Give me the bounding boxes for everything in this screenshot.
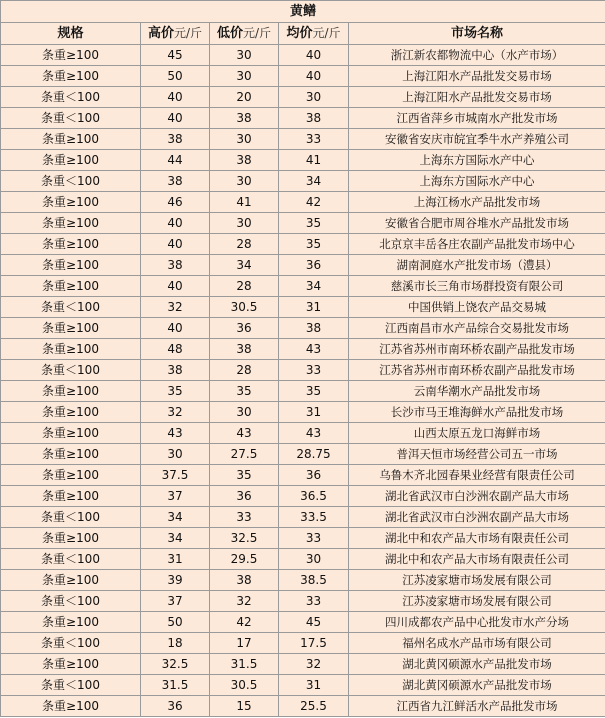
cell-market-name: 江苏凌家塘市场发展有限公司 xyxy=(349,591,605,612)
header-high-unit: 元/斤 xyxy=(173,26,203,40)
cell-low-price: 35 xyxy=(210,381,279,402)
cell-high-price: 40 xyxy=(141,318,210,339)
cell-spec: 条重＜100 xyxy=(1,171,141,192)
cell-spec: 条重≥100 xyxy=(1,486,141,507)
cell-spec: 条重＜100 xyxy=(1,633,141,654)
table-row xyxy=(1,339,605,360)
cell-low-price: 30 xyxy=(210,66,279,87)
cell-high-price: 45 xyxy=(141,45,210,66)
cell-spec: 条重＜100 xyxy=(1,507,141,528)
table-row xyxy=(1,360,605,381)
cell-low-price: 30 xyxy=(210,213,279,234)
cell-high-price: 36 xyxy=(141,696,210,717)
cell-high-price: 40 xyxy=(141,108,210,129)
cell-avg-price: 36.5 xyxy=(279,486,349,507)
cell-avg-price: 40 xyxy=(279,66,349,87)
cell-spec: 条重≥100 xyxy=(1,402,141,423)
cell-high-price: 38 xyxy=(141,129,210,150)
cell-spec: 条重≥100 xyxy=(1,192,141,213)
cell-low-price: 28 xyxy=(210,360,279,381)
cell-market-name: 慈溪市长三角市场群投资有限公司 xyxy=(349,276,605,297)
header-avg-label: 均价 xyxy=(286,26,313,41)
cell-low-price: 29.5 xyxy=(210,549,279,570)
table-row xyxy=(1,549,605,570)
cell-high-price: 32.5 xyxy=(141,654,210,675)
cell-spec: 条重≥100 xyxy=(1,150,141,171)
cell-spec: 条重＜100 xyxy=(1,591,141,612)
cell-market-name: 江西南昌市水产品综合交易批发市场 xyxy=(349,318,605,339)
cell-spec: 条重≥100 xyxy=(1,66,141,87)
cell-spec: 条重≥100 xyxy=(1,318,141,339)
header-low xyxy=(210,23,279,45)
cell-high-price: 40 xyxy=(141,87,210,108)
cell-market-name: 浙江新农都物流中心（水产市场） xyxy=(349,45,605,66)
cell-avg-price: 31 xyxy=(279,675,349,696)
cell-low-price: 17 xyxy=(210,633,279,654)
table-row xyxy=(1,444,605,465)
table-row xyxy=(1,612,605,633)
cell-avg-price: 40 xyxy=(279,45,349,66)
cell-market-name: 上海东方国际水产中心 xyxy=(349,171,605,192)
header-row xyxy=(1,23,605,45)
cell-high-price: 38 xyxy=(141,255,210,276)
cell-spec: 条重＜100 xyxy=(1,108,141,129)
cell-avg-price: 38.5 xyxy=(279,570,349,591)
cell-high-price: 34 xyxy=(141,528,210,549)
cell-avg-price: 25.5 xyxy=(279,696,349,717)
table-title: 黄鳝 xyxy=(1,1,605,23)
cell-low-price: 31.5 xyxy=(210,654,279,675)
cell-market-name: 四川成都农产品中心批发市水产分场 xyxy=(349,612,605,633)
cell-high-price: 38 xyxy=(141,171,210,192)
cell-avg-price: 45 xyxy=(279,612,349,633)
cell-high-price: 44 xyxy=(141,150,210,171)
cell-low-price: 27.5 xyxy=(210,444,279,465)
cell-market-name: 北京京丰岳各庄农副产品批发市场中心 xyxy=(349,234,605,255)
cell-spec: 条重≥100 xyxy=(1,696,141,717)
cell-avg-price: 33 xyxy=(279,591,349,612)
table-row xyxy=(1,276,605,297)
cell-high-price: 30 xyxy=(141,444,210,465)
header-avg xyxy=(279,23,349,45)
cell-high-price: 37.5 xyxy=(141,465,210,486)
table-row xyxy=(1,234,605,255)
table-row xyxy=(1,507,605,528)
cell-avg-price: 43 xyxy=(279,423,349,444)
cell-low-price: 30 xyxy=(210,45,279,66)
cell-low-price: 38 xyxy=(210,108,279,129)
cell-avg-price: 33.5 xyxy=(279,507,349,528)
table-row xyxy=(1,570,605,591)
cell-high-price: 37 xyxy=(141,486,210,507)
cell-low-price: 35 xyxy=(210,465,279,486)
header-avg-unit: 元/斤 xyxy=(312,26,341,40)
table-row xyxy=(1,675,605,696)
table-row xyxy=(1,87,605,108)
table-row xyxy=(1,45,605,66)
cell-spec: 条重≥100 xyxy=(1,612,141,633)
cell-low-price: 43 xyxy=(210,423,279,444)
cell-avg-price: 35 xyxy=(279,381,349,402)
cell-high-price: 31.5 xyxy=(141,675,210,696)
cell-avg-price: 30 xyxy=(279,87,349,108)
cell-low-price: 30.5 xyxy=(210,675,279,696)
cell-spec: 条重≥100 xyxy=(1,129,141,150)
cell-low-price: 33 xyxy=(210,507,279,528)
table-row xyxy=(1,423,605,444)
table-row xyxy=(1,66,605,87)
cell-market-name: 安徽省安庆市皖宜季牛水产养殖公司 xyxy=(349,129,605,150)
cell-spec: 条重≥100 xyxy=(1,444,141,465)
cell-avg-price: 36 xyxy=(279,255,349,276)
table-row xyxy=(1,381,605,402)
cell-market-name: 普洱天恒市场经营公司五一市场 xyxy=(349,444,605,465)
cell-low-price: 30 xyxy=(210,171,279,192)
cell-low-price: 38 xyxy=(210,339,279,360)
cell-avg-price: 32 xyxy=(279,654,349,675)
header-low-unit: 元/斤 xyxy=(242,26,272,40)
cell-spec: 条重≥100 xyxy=(1,45,141,66)
cell-market-name: 湖北省武汉市白沙洲农副产品大市场 xyxy=(349,507,605,528)
cell-market-name: 安徽省合肥市周谷堆水产品批发市场 xyxy=(349,213,605,234)
table-row xyxy=(1,696,605,717)
table-row xyxy=(1,318,605,339)
cell-spec: 条重＜100 xyxy=(1,297,141,318)
cell-high-price: 37 xyxy=(141,591,210,612)
cell-spec: 条重≥100 xyxy=(1,423,141,444)
cell-avg-price: 33 xyxy=(279,528,349,549)
table-row xyxy=(1,591,605,612)
table-row xyxy=(1,486,605,507)
cell-market-name: 湖北黄冈硕源水产品批发市场 xyxy=(349,675,605,696)
cell-market-name: 山西太原五龙口海鲜市场 xyxy=(349,423,605,444)
cell-market-name: 上海江阳水产品批发交易市场 xyxy=(349,66,605,87)
cell-spec: 条重≥100 xyxy=(1,255,141,276)
table-row xyxy=(1,654,605,675)
cell-market-name: 中国供销上饶农产品交易城 xyxy=(349,297,605,318)
cell-avg-price: 33 xyxy=(279,129,349,150)
cell-avg-price: 38 xyxy=(279,108,349,129)
cell-low-price: 34 xyxy=(210,255,279,276)
cell-avg-price: 34 xyxy=(279,276,349,297)
cell-low-price: 36 xyxy=(210,486,279,507)
cell-low-price: 32.5 xyxy=(210,528,279,549)
cell-spec: 条重≥100 xyxy=(1,654,141,675)
cell-avg-price: 38 xyxy=(279,318,349,339)
table-row xyxy=(1,150,605,171)
cell-high-price: 34 xyxy=(141,507,210,528)
cell-market-name: 云南华潮水产品批发市场 xyxy=(349,381,605,402)
cell-low-price: 28 xyxy=(210,276,279,297)
cell-market-name: 长沙市马王堆海鲜水产品批发市场 xyxy=(349,402,605,423)
cell-spec: 条重＜100 xyxy=(1,549,141,570)
table-row xyxy=(1,633,605,654)
table-row xyxy=(1,129,605,150)
cell-market-name: 福州名成水产品市场有限公司 xyxy=(349,633,605,654)
cell-high-price: 39 xyxy=(141,570,210,591)
cell-high-price: 46 xyxy=(141,192,210,213)
table-row xyxy=(1,192,605,213)
cell-high-price: 18 xyxy=(141,633,210,654)
cell-low-price: 36 xyxy=(210,318,279,339)
cell-avg-price: 35 xyxy=(279,213,349,234)
cell-low-price: 42 xyxy=(210,612,279,633)
cell-low-price: 32 xyxy=(210,591,279,612)
cell-spec: 条重＜100 xyxy=(1,360,141,381)
cell-market-name: 江苏省苏州市南环桥农副产品批发市场 xyxy=(349,339,605,360)
cell-spec: 条重≥100 xyxy=(1,276,141,297)
cell-low-price: 38 xyxy=(210,570,279,591)
table-body xyxy=(1,45,605,717)
cell-high-price: 32 xyxy=(141,297,210,318)
cell-low-price: 30.5 xyxy=(210,297,279,318)
table-row xyxy=(1,108,605,129)
cell-avg-price: 17.5 xyxy=(279,633,349,654)
cell-low-price: 20 xyxy=(210,87,279,108)
title-row xyxy=(1,1,605,23)
cell-spec: 条重≥100 xyxy=(1,234,141,255)
cell-avg-price: 33 xyxy=(279,360,349,381)
cell-high-price: 50 xyxy=(141,612,210,633)
cell-market-name: 上海江杨水产品批发市场 xyxy=(349,192,605,213)
header-spec: 规格 xyxy=(1,23,141,45)
header-high xyxy=(141,23,210,45)
cell-market-name: 湖北黄冈硕源水产品批发市场 xyxy=(349,654,605,675)
cell-market-name: 上海东方国际水产中心 xyxy=(349,150,605,171)
cell-spec: 条重≥100 xyxy=(1,381,141,402)
cell-market-name: 江苏凌家塘市场发展有限公司 xyxy=(349,570,605,591)
cell-market-name: 乌鲁木齐北园春果业经营有限责任公司 xyxy=(349,465,605,486)
table-row xyxy=(1,528,605,549)
cell-spec: 条重≥100 xyxy=(1,528,141,549)
cell-market-name: 江西省萍乡市城南水产批发市场 xyxy=(349,108,605,129)
cell-high-price: 40 xyxy=(141,276,210,297)
cell-spec: 条重≥100 xyxy=(1,339,141,360)
cell-low-price: 30 xyxy=(210,402,279,423)
cell-high-price: 50 xyxy=(141,66,210,87)
cell-avg-price: 31 xyxy=(279,402,349,423)
cell-market-name: 湖南洞庭水产批发市场（澧县） xyxy=(349,255,605,276)
cell-avg-price: 30 xyxy=(279,549,349,570)
cell-spec: 条重≥100 xyxy=(1,213,141,234)
cell-high-price: 40 xyxy=(141,234,210,255)
cell-market-name: 湖北省武汉市白沙洲农副产品大市场 xyxy=(349,486,605,507)
cell-avg-price: 36 xyxy=(279,465,349,486)
cell-avg-price: 31 xyxy=(279,297,349,318)
table-row xyxy=(1,402,605,423)
cell-low-price: 15 xyxy=(210,696,279,717)
table-row xyxy=(1,465,605,486)
cell-low-price: 28 xyxy=(210,234,279,255)
cell-market-name: 湖北中和农产品大市场有限责任公司 xyxy=(349,528,605,549)
cell-high-price: 38 xyxy=(141,360,210,381)
header-low-label: 低价 xyxy=(216,26,243,41)
table-row xyxy=(1,297,605,318)
cell-spec: 条重＜100 xyxy=(1,675,141,696)
header-high-label: 高价 xyxy=(147,26,174,41)
table-row xyxy=(1,171,605,192)
cell-spec: 条重≥100 xyxy=(1,570,141,591)
table-row xyxy=(1,213,605,234)
cell-avg-price: 42 xyxy=(279,192,349,213)
cell-market-name: 湖北中和农产品大市场有限责任公司 xyxy=(349,549,605,570)
cell-high-price: 48 xyxy=(141,339,210,360)
cell-spec: 条重≥100 xyxy=(1,465,141,486)
cell-avg-price: 41 xyxy=(279,150,349,171)
cell-market-name: 江苏省苏州市南环桥农副产品批发市场 xyxy=(349,360,605,381)
cell-low-price: 38 xyxy=(210,150,279,171)
cell-avg-price: 34 xyxy=(279,171,349,192)
cell-high-price: 35 xyxy=(141,381,210,402)
cell-market-name: 江西省九江鲜活水产品批发市场 xyxy=(349,696,605,717)
cell-spec: 条重＜100 xyxy=(1,87,141,108)
cell-avg-price: 35 xyxy=(279,234,349,255)
table-row xyxy=(1,255,605,276)
cell-high-price: 32 xyxy=(141,402,210,423)
cell-high-price: 43 xyxy=(141,423,210,444)
cell-avg-price: 28.75 xyxy=(279,444,349,465)
cell-low-price: 41 xyxy=(210,192,279,213)
cell-low-price: 30 xyxy=(210,129,279,150)
cell-market-name: 上海江阳水产品批发交易市场 xyxy=(349,87,605,108)
cell-high-price: 31 xyxy=(141,549,210,570)
cell-high-price: 40 xyxy=(141,213,210,234)
header-market: 市场名称 xyxy=(349,23,605,45)
cell-avg-price: 43 xyxy=(279,339,349,360)
